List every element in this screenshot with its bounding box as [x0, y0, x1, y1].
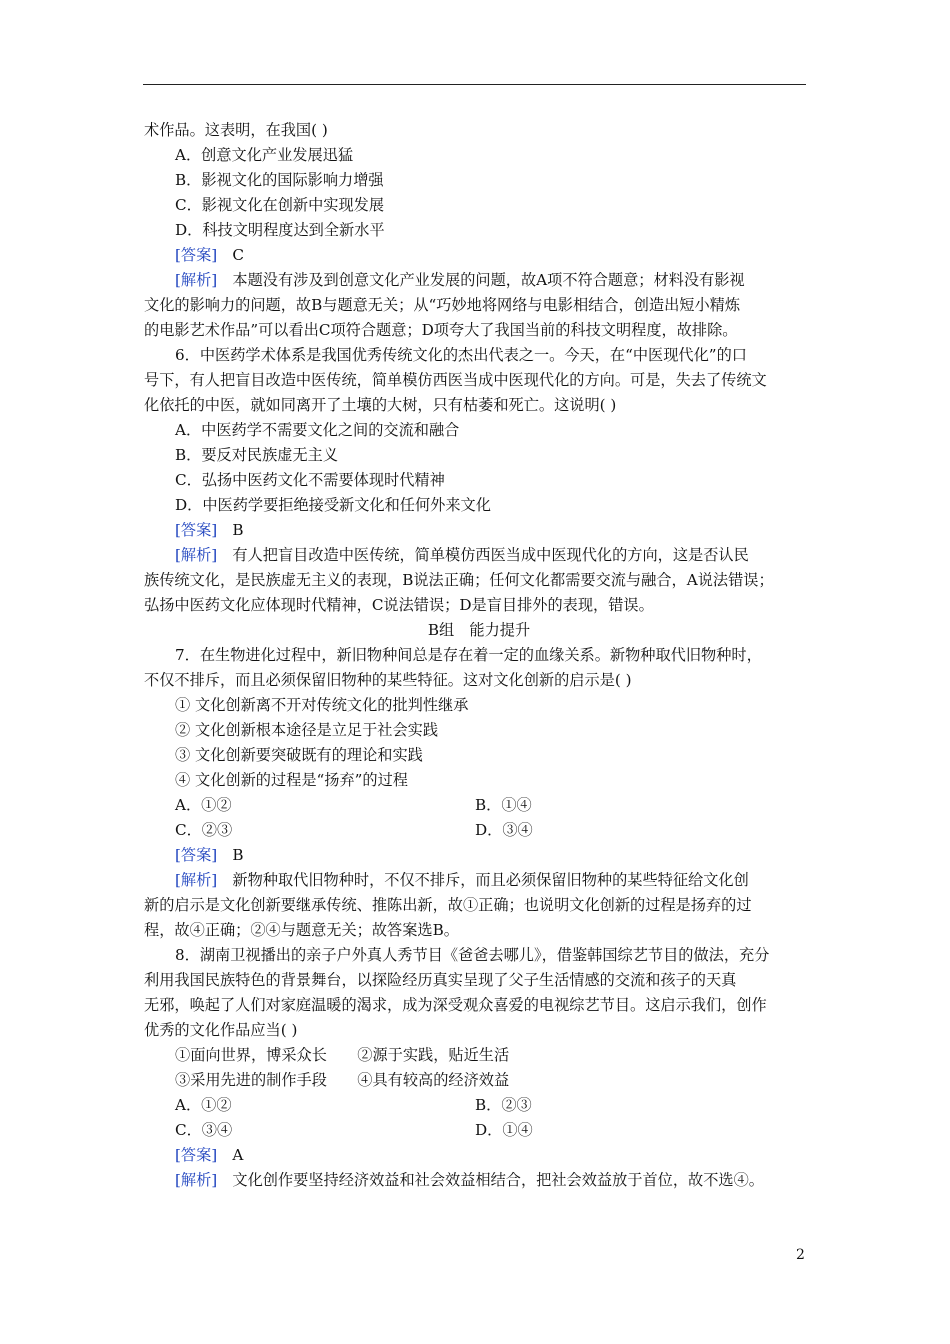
option-a: A．创意文化产业发展迅猛 — [175, 146, 354, 164]
answer-tag: [答案] — [175, 846, 218, 864]
answer-line — [144, 518, 814, 543]
question-6-stem: 号下，有人把盲目改造中医传统，简单模仿西医当成中医现代化的方向。可是，失去了传统文 — [144, 371, 767, 389]
answer-value: B — [217, 846, 244, 864]
page-number: 2 — [796, 1247, 805, 1263]
question-8-stem: 优秀的文化作品应当( ) — [144, 1021, 298, 1039]
statement-3: ③ 文化创新要突破既有的理论和实践 — [175, 746, 423, 764]
analysis-continued: 新的启示是文化创新要继承传统、推陈出新，故①正确；也说明文化创新的过程是扬弃的过 — [144, 896, 752, 914]
options-row — [144, 818, 814, 843]
options-row — [144, 1093, 814, 1118]
option-d: D．中医药学要拒绝接受新文化和任何外来文化 — [175, 496, 491, 514]
analysis-line — [144, 1168, 814, 1193]
analysis-continued: 程，故④正确；②④与题意无关；故答案选B。 — [144, 921, 459, 939]
answer-value: C — [217, 246, 245, 264]
question-6-stem: 6．中医药学术体系是我国优秀传统文化的杰出代表之一。今天，在“中医现代化”的口 — [175, 346, 747, 364]
option-a: A．①② — [175, 1096, 232, 1114]
statements-row: ③采用先进的制作手段 ④具有较高的经济效益 — [175, 1071, 510, 1089]
option-a: A．①② — [175, 796, 232, 814]
header-rule — [143, 84, 806, 85]
analysis-text: 文化创作要坚持经济效益和社会效益相结合，把社会效益放于首位，故不选④。 — [217, 1171, 764, 1189]
option-c: C．影视文化在创新中实现发展 — [175, 196, 385, 214]
option-a: A．中医药学不需要文化之间的交流和融合 — [175, 421, 460, 439]
analysis-continued: 文化的影响力的问题，故B与题意无关；从“巧妙地将网络与电影相结合，创造出短小精炼 — [144, 296, 741, 314]
analysis-tag: [解析] — [175, 271, 218, 289]
analysis-text: 有人把盲目改造中医传统，简单模仿西医当成中医现代化的方向，这是否认民 — [217, 546, 749, 564]
question-5-stem-end: 术作品。这表明，在我国( ) — [144, 121, 328, 139]
analysis-line — [144, 268, 814, 293]
option-c: C．②③ — [175, 821, 233, 839]
question-8-stem: 无邪，唤起了人们对家庭温暖的渴求，成为深受观众喜爱的电视综艺节目。这启示我们，创作 — [144, 996, 767, 1014]
question-6-stem: 化依托的中医，就如同离开了土壤的大树，只有枯萎和死亡。这说明( ) — [144, 396, 617, 414]
question-8-stem: 利用我国民族特色的背景舞台，以探险经历真实呈现了父子生活情感的交流和孩子的天真 — [144, 971, 737, 989]
option-b: B．影视文化的国际影响力增强 — [175, 171, 384, 189]
option-d: D．①④ — [475, 1121, 533, 1139]
analysis-continued: 弘扬中医药文化应体现时代精神，C说法错误；D是盲目排外的表现，错误。 — [144, 596, 654, 614]
statements-row: ①面向世界，博采众长 ②源于实践，贴近生活 — [175, 1046, 510, 1064]
option-b: B．②③ — [475, 1096, 532, 1114]
question-8-stem: 8．湖南卫视播出的亲子户外真人秀节目《爸爸去哪儿》，借鉴韩国综艺节目的做法，充分 — [175, 946, 770, 964]
option-b: B．要反对民族虚无主义 — [175, 446, 339, 464]
option-c: C．③④ — [175, 1121, 233, 1139]
page-body — [144, 118, 814, 1193]
analysis-text: 本题没有涉及到创意文化产业发展的问题，故A项不符合题意；材料没有影视 — [217, 271, 745, 289]
statement-4: ④ 文化创新的过程是“扬弃”的过程 — [175, 771, 408, 789]
analysis-text: 新物种取代旧物种时，不仅不排斥，而且必须保留旧物种的某些特征给文化创 — [217, 871, 749, 889]
answer-tag: [答案] — [175, 521, 218, 539]
analysis-tag: [解析] — [175, 871, 218, 889]
answer-line — [144, 243, 814, 268]
answer-tag: [答案] — [175, 1146, 218, 1164]
statement-2: ② 文化创新根本途径是立足于社会实践 — [175, 721, 439, 739]
option-d: D．③④ — [475, 821, 533, 839]
analysis-line — [144, 868, 814, 893]
answer-line — [144, 1143, 814, 1168]
question-7-stem: 不仅不排斥，而且必须保留旧物种的某些特征。这对文化创新的启示是( ) — [144, 671, 632, 689]
analysis-continued: 族传统文化，是民族虚无主义的表现，B说法正确；任何文化都需要交流与融合，A说法错误； — [144, 571, 774, 589]
option-c: C．弘扬中医药文化不需要体现时代精神 — [175, 471, 445, 489]
options-row — [144, 1118, 814, 1143]
analysis-tag: [解析] — [175, 1171, 218, 1189]
options-row — [144, 793, 814, 818]
answer-value: B — [217, 521, 244, 539]
analysis-continued: 的电影艺术作品”可以看出C项符合题意；D项夸大了我国当前的科技文明程度，故排除。 — [144, 321, 738, 339]
answer-value: A — [217, 1146, 244, 1164]
section-heading: B组 能力提升 — [427, 621, 531, 639]
answer-tag: [答案] — [175, 246, 218, 264]
answer-line — [144, 843, 814, 868]
question-7-stem: 7．在生物进化过程中，新旧物种间总是存在着一定的血缘关系。新物种取代旧物种时， — [175, 646, 762, 664]
analysis-tag: [解析] — [175, 546, 218, 564]
option-b: B．①④ — [475, 796, 532, 814]
statement-1: ① 文化创新离不开对传统文化的批判性继承 — [175, 696, 469, 714]
option-d: D．科技文明程度达到全新水平 — [175, 221, 385, 239]
analysis-line — [144, 543, 814, 568]
